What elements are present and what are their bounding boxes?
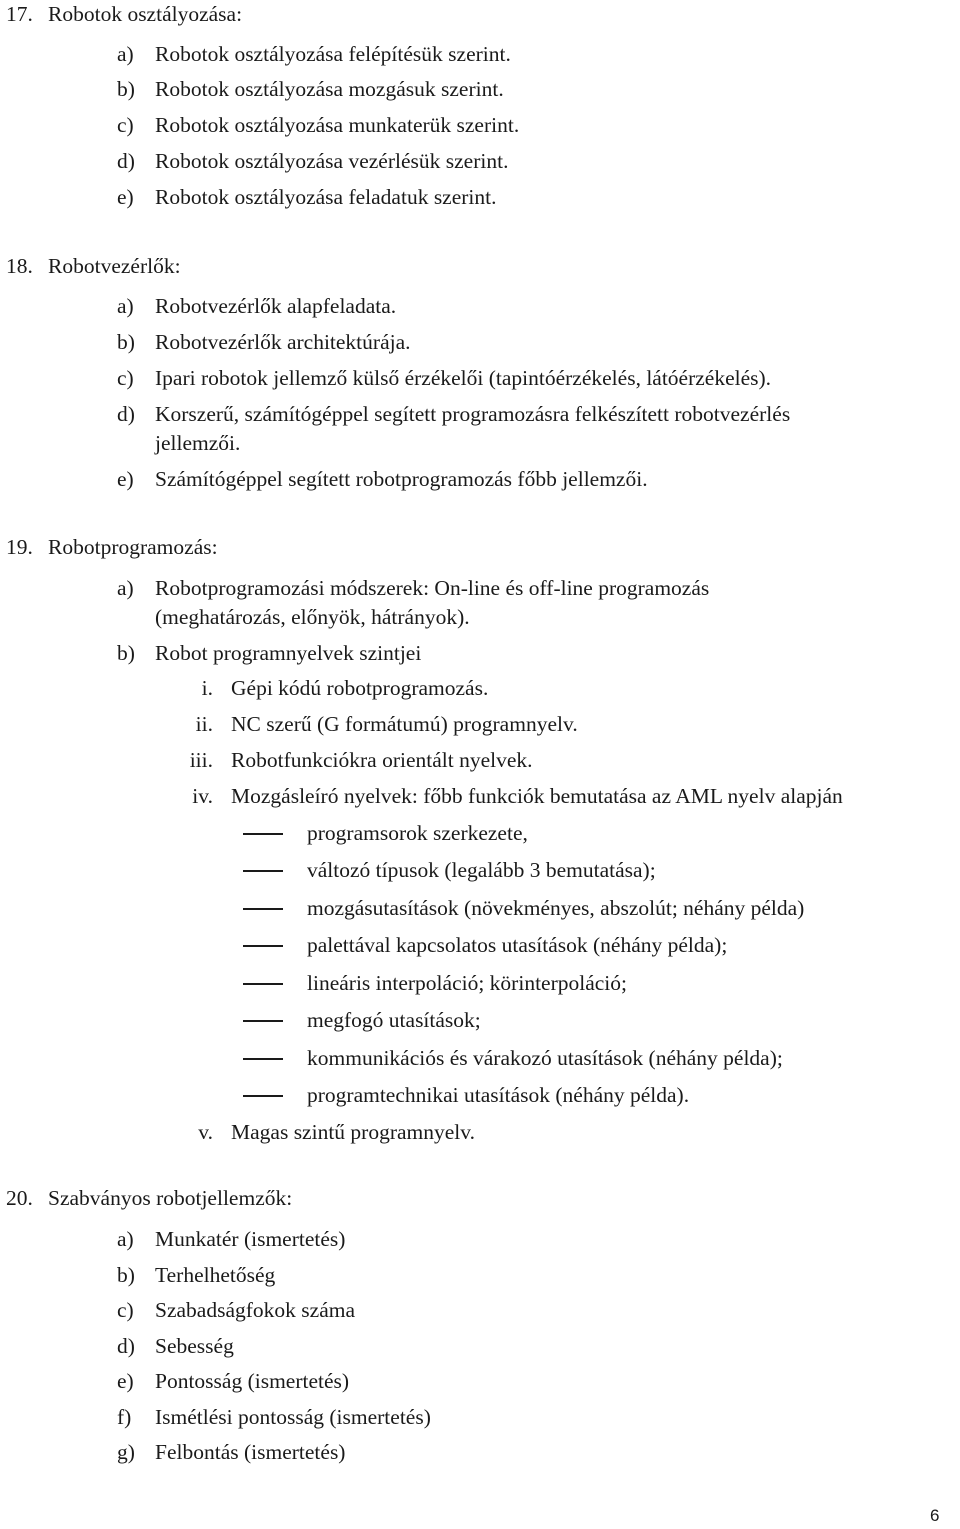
item-text: Sebesség (155, 1334, 234, 1358)
dash-item-text: programsorok szerkezete, (307, 821, 528, 845)
item-text: Ismétlési pontosság (ismertetés) (155, 1405, 431, 1429)
section-number: 18. (6, 254, 33, 278)
section-number: 20. (6, 1186, 33, 1210)
subitem-label: iv. (192, 784, 213, 808)
item-text: Korszerű, számítógéppel segített programozásra felkészített robotvezérlés (155, 402, 791, 426)
subitem-label: iii. (189, 748, 213, 772)
page-number: 6 (930, 1506, 940, 1525)
section-title: Robotvezérlők: (48, 254, 181, 278)
item-label: b) (117, 1263, 135, 1287)
item-text: Ipari robotok jellemző külső érzékelői (tapintóérzékelés, látóérzékelés). (155, 366, 772, 390)
item-text: Robotok osztályozása munkaterük szerint. (155, 113, 520, 137)
dash-item-text: programtechnikai utasítások (néhány példa). (307, 1083, 690, 1107)
item-text: Robotok osztályozása mozgásuk szerint. (155, 77, 504, 101)
item-label: a) (117, 42, 134, 66)
item-label: a) (117, 1227, 134, 1251)
subitem-label: i. (201, 676, 213, 700)
item-label: e) (117, 185, 134, 209)
item-text: Robotvezérlők architektúrája. (155, 330, 411, 354)
section-number: 17. (6, 2, 33, 26)
item-text: Munkatér (ismertetés) (155, 1227, 346, 1251)
dash-bullet (243, 945, 283, 947)
subitem-text: Mozgásleíró nyelvek: főbb funkciók bemutatása az AML nyelv alapján (231, 784, 843, 808)
dash-item-text: mozgásutasítások (növekményes, abszolút; néhány példa) (307, 896, 805, 920)
item-text: Robotok osztályozása vezérlésük szerint. (155, 149, 509, 173)
item-label: d) (117, 402, 135, 426)
item-text: Pontosság (ismertetés) (155, 1369, 350, 1393)
section-number: 19. (6, 535, 33, 559)
dash-item-text: kommunikációs és várakozó utasítások (néhány példa); (307, 1046, 783, 1070)
item-text: Robotvezérlők alapfeladata. (155, 294, 397, 318)
item-text: Felbontás (ismertetés) (155, 1440, 346, 1464)
subitem-text: Magas szintű programnyelv. (231, 1120, 476, 1144)
dash-item-text: megfogó utasítások; (307, 1008, 481, 1032)
item-text: Robotprogramozási módszerek: On-line és off-line programozás (155, 576, 710, 600)
item-label: e) (117, 1369, 134, 1393)
dash-item-text: változó típusok (legalább 3 bemutatása); (307, 858, 656, 882)
subitem-label: v. (198, 1120, 213, 1144)
item-text: Terhelhetőség (155, 1263, 276, 1287)
dash-bullet (243, 1058, 283, 1060)
subitem-text: Robotfunkciókra orientált nyelvek. (231, 748, 533, 772)
item-label: e) (117, 467, 134, 491)
item-text-continued: (meghatározás, előnyök, hátrányok). (155, 605, 470, 629)
dash-bullet (243, 870, 283, 872)
item-label: a) (117, 294, 134, 318)
item-label: g) (117, 1440, 135, 1464)
item-label: b) (117, 77, 135, 101)
item-label: c) (117, 113, 134, 137)
item-label: b) (117, 330, 135, 354)
item-text: Számítógéppel segített robotprogramozás főbb jellemzői. (155, 467, 648, 491)
item-label: c) (117, 1298, 134, 1322)
dash-bullet (243, 833, 283, 835)
item-label: f) (117, 1405, 132, 1429)
dash-item-text: palettával kapcsolatos utasítások (néhány példa); (307, 933, 728, 957)
item-label: b) (117, 641, 135, 665)
subitem-text: Gépi kódú robotprogramozás. (231, 676, 489, 700)
item-text: Szabadságfokok száma (155, 1298, 355, 1322)
item-text: Robotok osztályozása feladatuk szerint. (155, 185, 497, 209)
section-title: Robotprogramozás: (48, 535, 218, 559)
subitem-text: NC szerű (G formátumú) programnyelv. (231, 712, 578, 736)
item-text-continued: jellemzői. (155, 431, 241, 455)
dash-bullet (243, 1095, 283, 1097)
item-text: Robotok osztályozása felépítésük szerint. (155, 42, 511, 66)
subitem-label: ii. (195, 712, 213, 736)
item-label: c) (117, 366, 134, 390)
dash-bullet (243, 983, 283, 985)
item-label: d) (117, 1334, 135, 1358)
section-title: Robotok osztályozása: (48, 2, 243, 26)
dash-bullet (243, 908, 283, 910)
item-text: Robot programnyelvek szintjei (155, 641, 422, 665)
dash-bullet (243, 1020, 283, 1022)
dash-item-text: lineáris interpoláció; körinterpoláció; (307, 971, 628, 995)
section-title: Szabványos robotjellemzők: (48, 1186, 293, 1210)
item-label: d) (117, 149, 135, 173)
item-label: a) (117, 576, 134, 600)
